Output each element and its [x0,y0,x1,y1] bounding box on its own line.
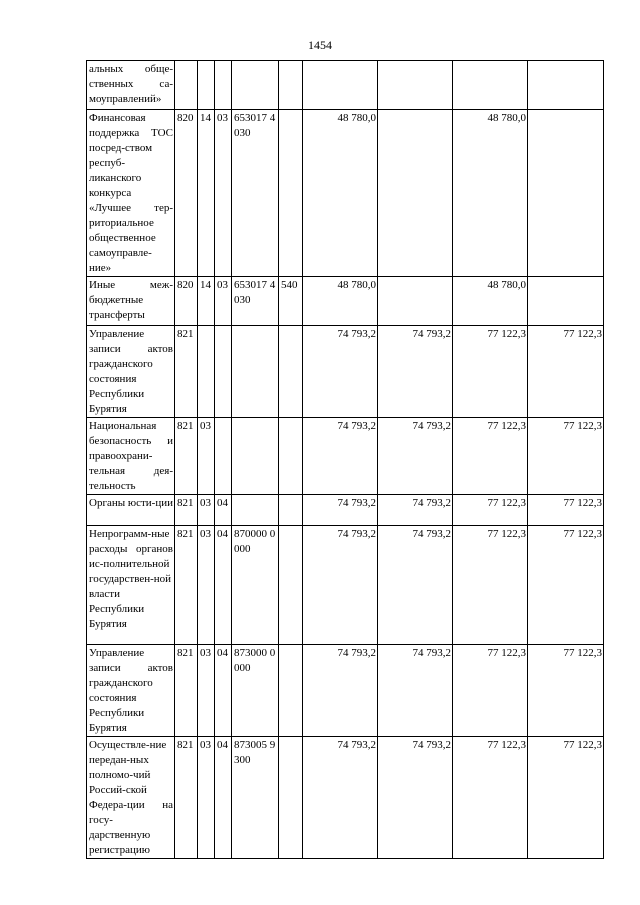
table-row [87,418,604,495]
target-article-cell: 653017 4030 [232,277,279,326]
target-article-cell [232,418,279,495]
target-article-cell: 873000 0000 [232,645,279,737]
target-article-cell: 653017 4030 [232,110,279,277]
subsection-code-cell [215,61,232,110]
amount-cell-2 [378,61,453,110]
amount-cell-2: 74 793,2 [378,737,453,859]
amount-cell-4 [528,110,604,277]
section-code-cell: 14 [198,277,215,326]
target-article-cell [232,61,279,110]
amount-cell-3: 77 122,3 [453,645,528,737]
amount-cell-4: 77 122,3 [528,418,604,495]
grbs-code-cell: 820 [175,110,198,277]
grbs-code-cell: 821 [175,645,198,737]
subsection-code-cell: 03 [215,110,232,277]
amount-cell-3: 77 122,3 [453,495,528,526]
amount-cell-3: 77 122,3 [453,526,528,645]
amount-cell-3: 48 780,0 [453,110,528,277]
grbs-code-cell: 821 [175,326,198,418]
row-name-cell: альных обще-ственных са-моуправлений» [87,61,175,110]
section-code-cell: 14 [198,110,215,277]
target-article-cell [232,326,279,418]
table-row [87,326,604,418]
amount-cell-1 [303,61,378,110]
section-code-cell [198,326,215,418]
grbs-code-cell [175,61,198,110]
section-code-cell: 03 [198,526,215,645]
expense-type-cell: 540 [279,277,303,326]
expense-type-cell [279,645,303,737]
amount-cell-4: 77 122,3 [528,737,604,859]
expense-type-cell [279,110,303,277]
table-row [87,645,604,737]
expense-type-cell [279,737,303,859]
page-number: 1454 [308,38,332,52]
amount-cell-1: 48 780,0 [303,277,378,326]
amount-cell-3: 77 122,3 [453,737,528,859]
table-row [87,277,604,326]
subsection-code-cell: 04 [215,495,232,526]
amount-cell-2: 74 793,2 [378,326,453,418]
amount-cell-1: 74 793,2 [303,737,378,859]
amount-cell-4: 77 122,3 [528,645,604,737]
subsection-code-cell: 04 [215,526,232,645]
row-name-cell: Органы юсти-ции [87,495,175,526]
row-name-cell: Непрограмм-ные расходы органов ис-полнительной государствен-ной власти Республики Бурятия [87,526,175,645]
amount-cell-1: 74 793,2 [303,418,378,495]
grbs-code-cell: 821 [175,737,198,859]
amount-cell-2: 74 793,2 [378,645,453,737]
expense-type-cell [279,326,303,418]
expense-type-cell [279,418,303,495]
amount-cell-4: 77 122,3 [528,526,604,645]
target-article-cell [232,495,279,526]
expense-type-cell [279,495,303,526]
amount-cell-2 [378,110,453,277]
amount-cell-1: 74 793,2 [303,495,378,526]
subsection-code-cell: 03 [215,277,232,326]
amount-cell-1: 48 780,0 [303,110,378,277]
amount-cell-4 [528,277,604,326]
table-row [87,61,604,110]
target-article-cell: 870000 0000 [232,526,279,645]
amount-cell-4: 77 122,3 [528,326,604,418]
amount-cell-4 [528,61,604,110]
amount-cell-1: 74 793,2 [303,526,378,645]
subsection-code-cell [215,418,232,495]
budget-table [86,60,604,859]
amount-cell-2 [378,277,453,326]
table-row [87,495,604,526]
section-code-cell: 03 [198,418,215,495]
section-code-cell: 03 [198,737,215,859]
expense-type-cell [279,526,303,645]
amount-cell-1: 74 793,2 [303,326,378,418]
row-name-cell: Осуществле-ние передан-ных полномо-чий Россий-ской Федера-ции на госу-дарственную регистрацию [87,737,175,859]
section-code-cell: 03 [198,645,215,737]
amount-cell-2: 74 793,2 [378,418,453,495]
table-row [87,737,604,859]
section-code-cell [198,61,215,110]
table-row [87,110,604,277]
amount-cell-1: 74 793,2 [303,645,378,737]
subsection-code-cell: 04 [215,737,232,859]
subsection-code-cell: 04 [215,645,232,737]
amount-cell-3: 48 780,0 [453,277,528,326]
amount-cell-3 [453,61,528,110]
table-row [87,526,604,645]
row-name-cell: Управление записи актов гражданского состояния Республики Бурятия [87,326,175,418]
row-name-cell: Национальная безопасность и правоохрани-тельная дея-тельность [87,418,175,495]
row-name-cell: Иные меж-бюджетные трансферты [87,277,175,326]
grbs-code-cell: 820 [175,277,198,326]
row-name-cell: Финансовая поддержка ТОС посред-ством респуб-ликанского конкурса «Лучшее тер-риториальное общественное самоуправле-ние» [87,110,175,277]
expense-type-cell [279,61,303,110]
subsection-code-cell [215,326,232,418]
grbs-code-cell: 821 [175,526,198,645]
section-code-cell: 03 [198,495,215,526]
row-name-cell: Управление записи актов гражданского состояния Республики Бурятия [87,645,175,737]
amount-cell-3: 77 122,3 [453,326,528,418]
grbs-code-cell: 821 [175,418,198,495]
amount-cell-2: 74 793,2 [378,526,453,645]
grbs-code-cell: 821 [175,495,198,526]
target-article-cell: 873005 9300 [232,737,279,859]
amount-cell-4: 77 122,3 [528,495,604,526]
amount-cell-3: 77 122,3 [453,418,528,495]
amount-cell-2: 74 793,2 [378,495,453,526]
